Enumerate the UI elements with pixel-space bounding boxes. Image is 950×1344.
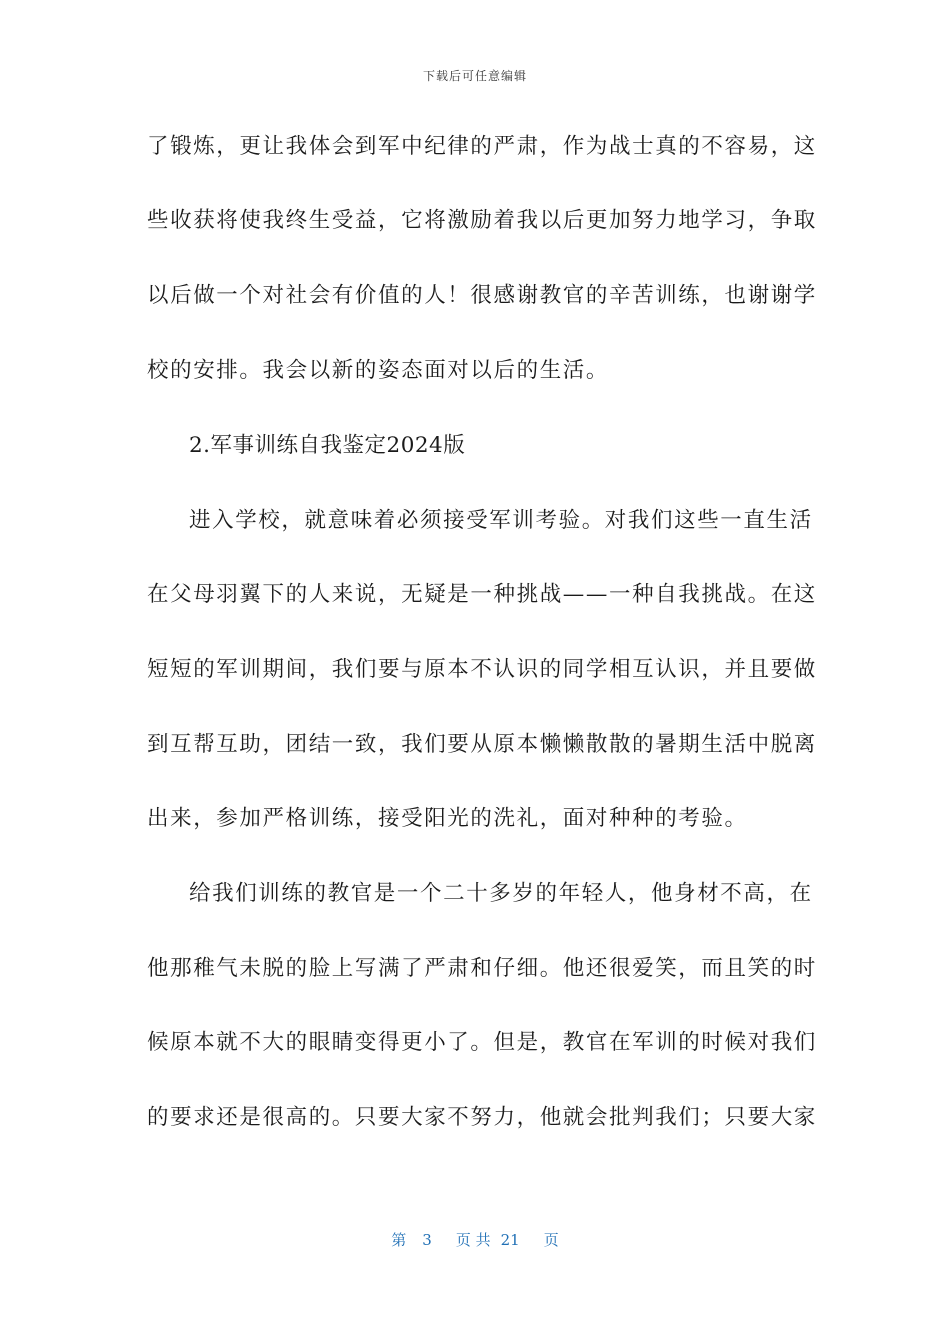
body-line-7: 在父母羽翼下的人来说，无疑是一种挑战——一种自我挑战。在这	[147, 582, 817, 607]
body-line-9: 到互帮互助，团结一致，我们要从原本懒懒散散的暑期生活中脱离	[147, 732, 817, 757]
body-line-3: 以后做一个对社会有价值的人！很感谢教官的辛苦训练，也谢谢学	[147, 283, 817, 308]
body-line-11: 给我们训练的教官是一个二十多岁的年轻人，他身材不高，在	[189, 881, 813, 906]
body-line-12: 他那稚气未脱的脸上写满了严肃和仔细。他还很爱笑，而且笑的时	[147, 956, 817, 981]
body-line-2: 些收获将使我终生受益，它将激励着我以后更加努力地学习，争取	[147, 208, 817, 233]
body-line-10: 出来，参加严格训练，接受阳光的洗礼，面对种种的考验。	[147, 806, 748, 831]
body-line-8: 短短的军训期间，我们要与原本不认识的同学相互认识，并且要做	[147, 657, 817, 682]
footer-prefix: 第	[391, 1231, 407, 1249]
body-line-14: 的要求还是很高的。只要大家不努力，他就会批判我们；只要大家	[147, 1105, 817, 1130]
body-line-6: 进入学校，就意味着必须接受军训考验。对我们这些一直生活	[189, 508, 813, 533]
footer-suffix: 页	[543, 1231, 559, 1249]
footer-middle: 页 共	[455, 1231, 491, 1249]
body-line-1: 了锻炼，更让我体会到军中纪律的严肃，作为战士真的不容易，这	[147, 134, 817, 159]
header-note: 下载后可任意编辑	[422, 69, 527, 83]
body-line-4: 校的安排。我会以新的姿态面对以后的生活。	[147, 358, 610, 383]
page-footer	[0, 1229, 950, 1250]
footer-current-page: 3	[422, 1231, 432, 1249]
footer-total-pages: 21	[500, 1231, 520, 1249]
body-line-13: 候原本就不大的眼睛变得更小了。但是，教官在军训的时候对我们	[147, 1030, 817, 1055]
section-heading: 2.军事训练自我鉴定2024版	[189, 433, 466, 458]
